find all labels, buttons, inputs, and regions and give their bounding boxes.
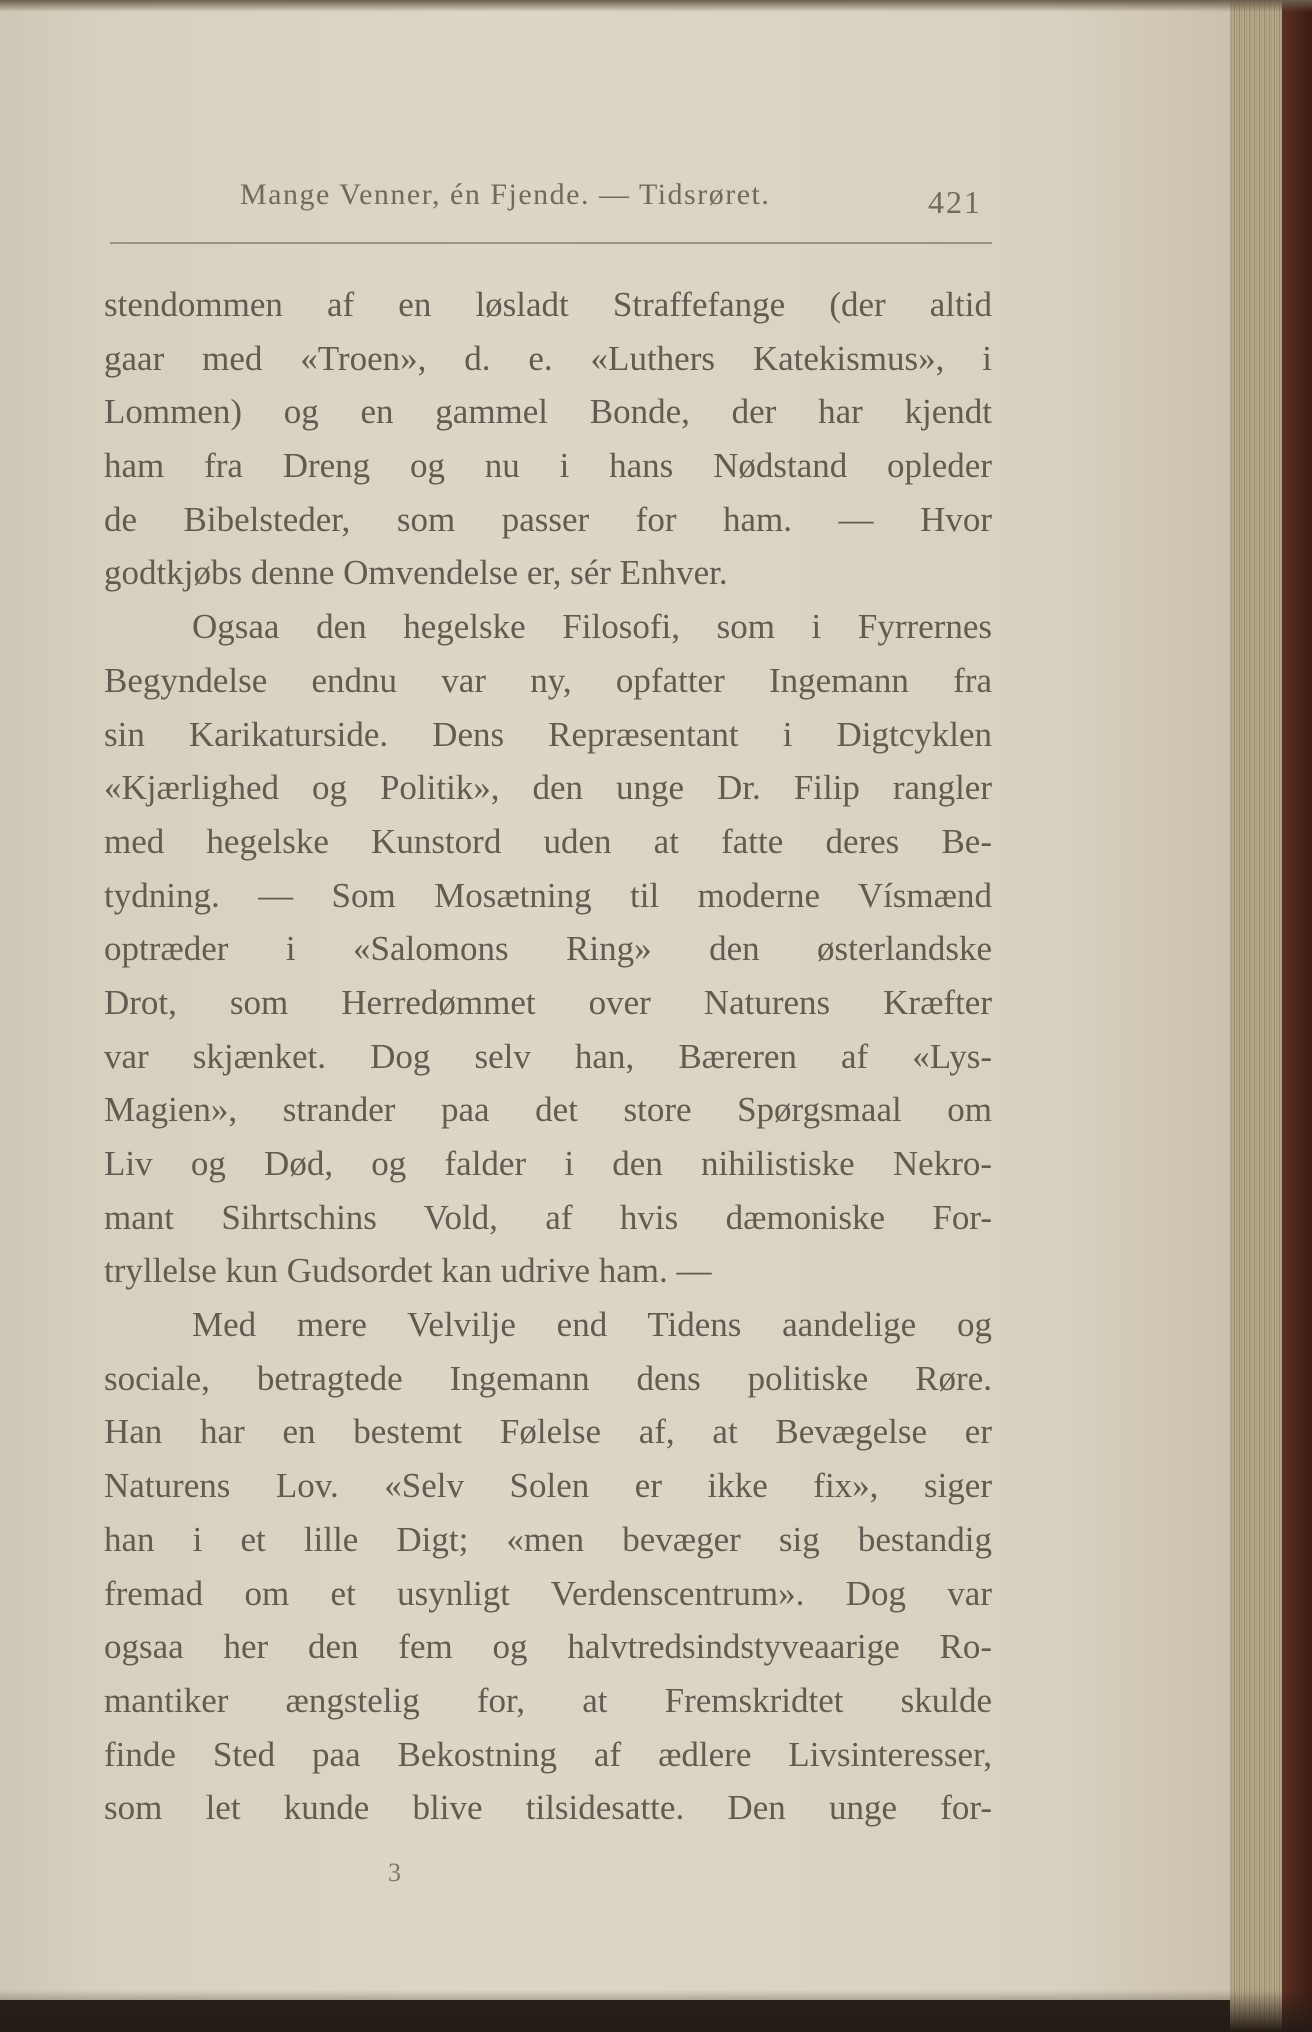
- text-line: sin Karikaturside. Dens Repræsentant i Digtcyklen: [104, 714, 992, 754]
- text-line: han i et lille Digt; «men bevæger sig bestandig: [104, 1519, 992, 1559]
- text-line: fremad om et usynligt Verdenscentrum». Dog var: [104, 1573, 992, 1613]
- text-line: Med mere Velvilje end Tidens aandelige og: [192, 1305, 992, 1345]
- text-line: mant Sihrtschins Vold, af hvis dæmoniske For-: [104, 1197, 992, 1237]
- running-head: Mange Venner, én Fjende. — Tidsrøret.: [240, 178, 771, 211]
- text-line: ogsaa her den fem og halvtredsindstyveaarige Ro-: [104, 1627, 992, 1667]
- text-line: Begyndelse endnu var ny, opfatter Ingemann fra: [104, 660, 992, 700]
- text-line: de Bibelsteder, som passer for ham. — Hvor: [104, 499, 992, 539]
- text-line: Liv og Død, og falder i den nihilistiske Nekro-: [104, 1144, 992, 1183]
- text-line: var skjænket. Dog selv han, Bæreren af «Lys-: [104, 1036, 992, 1076]
- signature-mark: 3: [388, 1858, 401, 1887]
- text-line: stendommen af en løsladt Straffefange (der altid: [104, 285, 992, 324]
- text-line: ham fra Dreng og nu i hans Nødstand opleder: [104, 446, 992, 486]
- text-line: mantiker ængstelig for, at Fremskridtet skulde: [104, 1680, 992, 1720]
- body-text: [104, 278, 992, 1835]
- text-line: godtkjøbs denne Omvendelse er, sér Enhver.: [104, 553, 728, 593]
- text-line: Drot, som Herredømmet over Naturens Kræfter: [104, 982, 992, 1022]
- top-shadow: [0, 0, 1312, 12]
- text-line: finde Sted paa Bekostning af ædlere Livsinteresser,: [104, 1734, 992, 1774]
- page-number: 421: [928, 184, 982, 220]
- text-line: Ogsaa den hegelske Filosofi, som i Fyrrernes: [192, 607, 992, 647]
- text-line: «Kjærlighed og Politik», den unge Dr. Filip rangler: [104, 768, 992, 808]
- text-line: tryllelse kun Gudsordet kan udrive ham. —: [104, 1251, 712, 1291]
- text-line: som let kunde blive tilsidesatte. Den unge for-: [104, 1788, 992, 1828]
- book-cover-edge: [1282, 0, 1312, 2032]
- text-line: gaar med «Troen», d. e. «Luthers Katekismus», i: [104, 338, 992, 378]
- text-line: Han har en bestemt Følelse af, at Bevægelse er: [104, 1412, 992, 1452]
- text-line: tydning. — Som Mosætning til moderne Vísmænd: [104, 875, 992, 915]
- page-header: [110, 172, 990, 222]
- text-line: Lommen) og en gammel Bonde, der har kjendt: [104, 392, 992, 432]
- text-line: Magien», strander paa det store Spørgsmaal om: [104, 1090, 992, 1130]
- header-rule: [110, 242, 992, 244]
- text-line: med hegelske Kunstord uden at fatte deres Be-: [104, 821, 992, 861]
- text-line: sociale, betragtede Ingemann dens politiske Røre.: [104, 1358, 992, 1398]
- text-line: Naturens Lov. «Selv Solen er ikke fix», siger: [104, 1466, 992, 1506]
- bottom-shadow: [0, 1990, 1312, 2032]
- text-line: optræder i «Salomons Ring» den østerlandske: [104, 929, 992, 969]
